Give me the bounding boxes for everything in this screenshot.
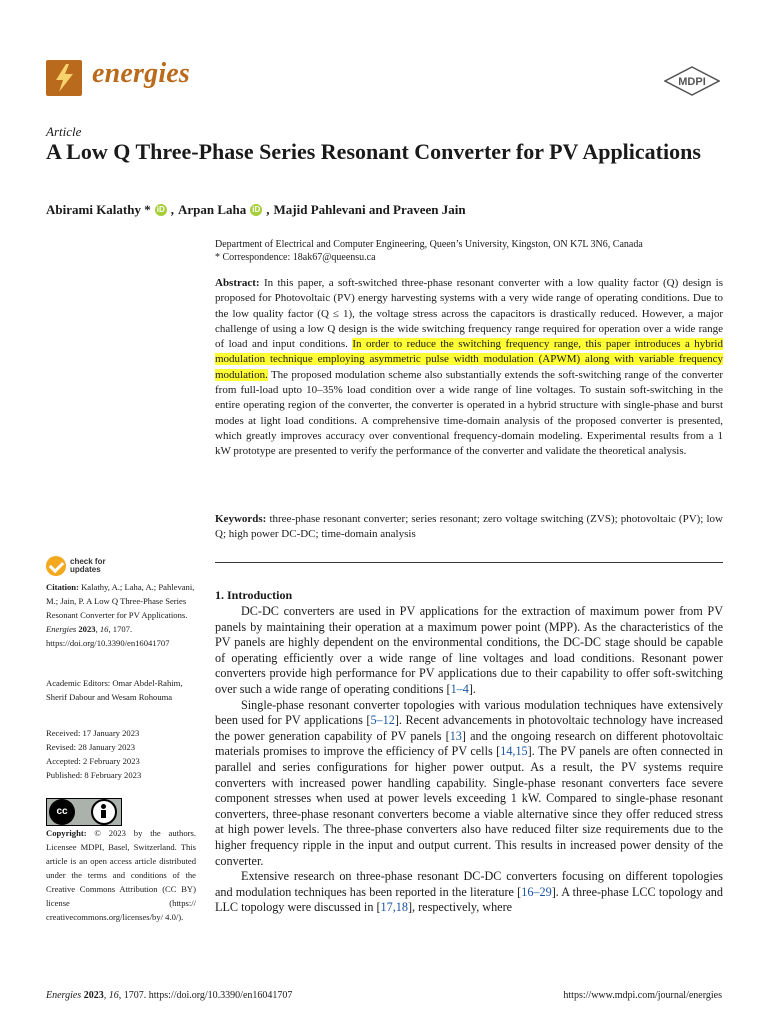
- correspondence: * Correspondence: 18ak67@queensu.ca: [215, 252, 376, 263]
- mdpi-logo: [664, 66, 720, 96]
- footer-journal-url[interactable]: https://www.mdpi.com/journal/energies: [563, 990, 722, 1001]
- abstract-text: In this paper, a soft-switched three-phase resonant converter with a low quality factor (Q) design is proposed for Photovoltaic (PV) energy harvesting systems with a very wide range of operating conditions. Due to the low quality factor (Q ≤ 1), the voltage stress across the capacitors is drastically reduced. However, a major challenge of using a low Q design is the wide switching frequency range required for operation over a wide range of load and input conditions.: [215, 277, 723, 351]
- orcid-icon[interactable]: iD: [156, 205, 165, 214]
- affiliation: [215, 238, 735, 264]
- author-name[interactable]: Abirami Kalathy *: [46, 202, 151, 217]
- check-updates-icon: [46, 556, 66, 576]
- by-icon: [91, 799, 117, 825]
- publication-dates: Received: 17 January 2023 Revised: 28 January 2023 Accepted: 2 February 2023 Published: 8 February 2023: [46, 728, 142, 780]
- keywords-text: three-phase resonant converter; series resonant; zero voltage switching (ZVS); photovoltaic (PV); low Q; high power DC-DC; time-domain analysis: [215, 513, 723, 541]
- reference-link[interactable]: 5–12: [370, 713, 395, 728]
- author-list: Abirami Kalathy * iD , Arpan Laha iD , Majid Pahlevani and Praveen Jain: [46, 202, 466, 217]
- cc-icon: cc: [49, 799, 75, 825]
- paper-title: A Low Q Three-Phase Series Resonant Converter for PV Applications: [46, 139, 701, 164]
- copyright: Copyright: © 2023 by the authors. Licensee MDPI, Basel, Switzerland. This article is an open access article distributed under the terms and conditions of the Creative Commons Attribution (CC BY) license (https:// creativecommons.org/licenses/by/ 4.0/).: [46, 828, 196, 922]
- keywords-label: Keywords:: [215, 513, 267, 525]
- author-name[interactable]: Arpan Laha: [177, 202, 247, 217]
- article-type: Article: [46, 124, 82, 139]
- affiliation-text: Department of Electrical and Computer Engineering, Queen’s University, Kingston, ON K7L 3N6, Canada: [215, 239, 643, 250]
- check-updates-badge[interactable]: check for updates: [46, 556, 106, 576]
- citation: Citation: Kalathy, A.; Laha, A.; Pahlevani, M.; Jain, P. A Low Q Three-Phase Series Resonant Converter for PV Applications. Energies 2023, 16, 1707. https://doi.org/10.3390/en16041707: [46, 582, 195, 648]
- highlighted-text: In order to reduce the switching frequency range, this paper introduces a hybrid modulation technique employing asymmetric pulse width modulation (APWM) along with variable frequency modulation.: [215, 338, 723, 381]
- journal-name: energies: [92, 58, 191, 89]
- paragraph: DC-DC converters are used in PV applications for the extraction of maximum power from PV panels by maintaining their operation at a maximum power point (MPP). As the characteristics of the PV panels are highly dependent on the environmental conditions, the DC-DC stage should be capable of operating efficiently over a wide range of line voltages and load conditions. Resonant power converters provide high performance for PV applications due to their capability to offer soft-switching over such a wide range of operating conditions [1–4].: [215, 604, 723, 696]
- abstract-text: The proposed modulation scheme also substantially extends the soft-switching range of the converter from full-load upto 10–35% load condition over a wide range of line voltages. To sustain soft-switching in the entire operating region of the converter, the converter is operated in a hybrid structure with single-phase and burst modes at light load conditions. A comprehensive time-domain analysis of the proposed converter is presented, which greatly improves accuracy over conventional frequency-domain modeling. Experimental results from a 1 kW prototype are presented to verify the performance of the converter and validate the theoretical analysis.: [215, 368, 723, 458]
- svg-text:MDPI: MDPI: [678, 76, 706, 88]
- intro-body: [215, 604, 723, 916]
- paragraph: Single-phase resonant converter topologies with various modulation techniques have extensively been used for PV applications [5–12]. Recent advancements in photovoltaic technology have increased the power generation capability of PV panels [13] and the ongoing research on different photovoltaic materials promises to improve the efficiency of PV cells [14,15]. The PV panels are often connected in parallel and series configurations for higher power output. As a result, the PV systems require converters with increased power handling capability. Single-phase resonant converters face severe component stresses when used at power levels exceeding 1 kW. Compared to single-phase resonant converters, three-phase resonant converters become a viable alternative since they offer reduced stress at high power levels. The three-phase converters also have reduced filter size requirements due to the higher frequency ripple in the input and output current. This results in increased power density of the converter.: [215, 697, 723, 868]
- energies-logo-icon: [46, 60, 82, 96]
- keywords: [215, 512, 723, 543]
- section-heading: 1. Introduction: [215, 588, 293, 602]
- abstract-label: Abstract:: [215, 277, 260, 289]
- reference-link[interactable]: 17,18: [380, 900, 408, 915]
- author-name[interactable]: Majid Pahlevani and Praveen Jain: [273, 202, 466, 217]
- orcid-icon[interactable]: iD: [252, 205, 261, 214]
- abstract: [215, 276, 723, 460]
- footer-citation: Energies 2023, 16, 1707. https://doi.org/10.3390/en16041707: [46, 990, 293, 1001]
- cc-by-license-badge[interactable]: [46, 798, 122, 826]
- reference-link[interactable]: 14,15: [500, 744, 528, 759]
- divider: [215, 562, 723, 563]
- paragraph: Extensive research on three-phase resonant DC-DC converters focusing on different topologies and modulation techniques has been reported in the literature [16–29]. A three-phase LCC topology and LLC topology were discussed in [17,18], respectively, where: [215, 869, 723, 915]
- reference-link[interactable]: 13: [449, 728, 462, 743]
- academic-editors: Academic Editors: Omar Abdel-Rahim, Sherif Dabour and Wesam Rohouma: [46, 678, 183, 702]
- reference-link[interactable]: 1–4: [450, 681, 469, 696]
- reference-link[interactable]: 16–29: [521, 884, 552, 899]
